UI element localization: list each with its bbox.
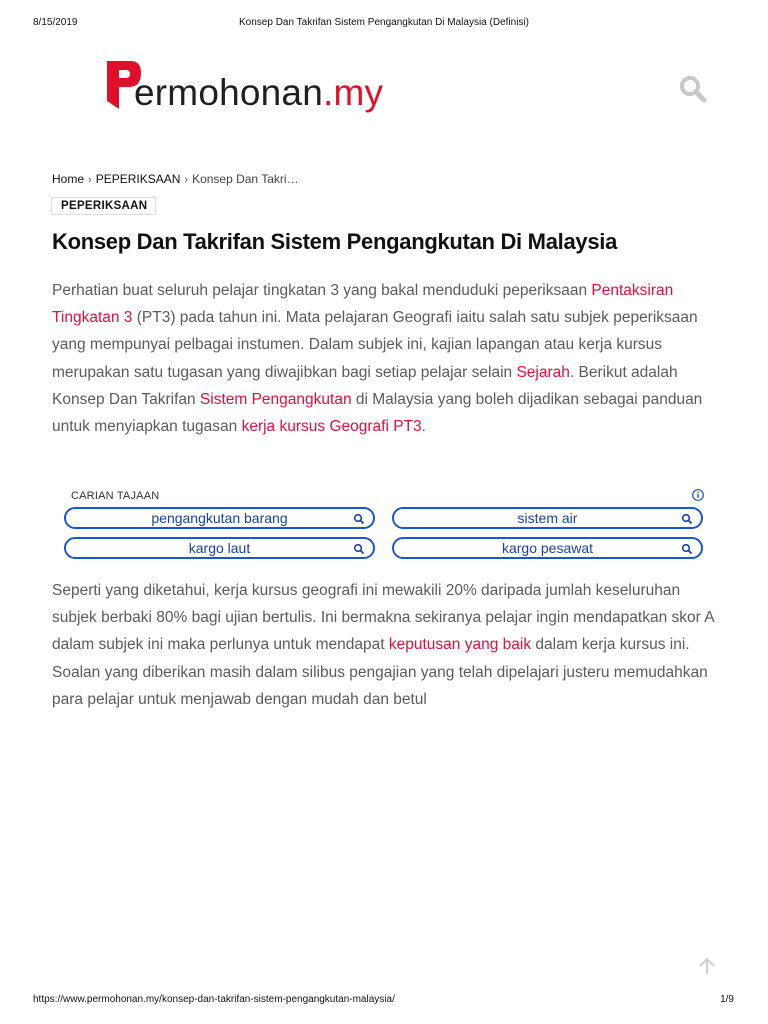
breadcrumb-chevron-icon: ›	[88, 174, 92, 186]
breadcrumb-chevron-icon: ›	[184, 174, 189, 186]
ad-label: CARIAN TAJAAN	[71, 490, 160, 502]
logo-text	[134, 72, 383, 114]
paragraph-text: di Malaysia yang boleh dijadikan sebagai panduan untuk menyiapkan tugasan	[52, 390, 703, 436]
link-kerja-kursus[interactable]: kerja kursus Geografi PT3	[241, 418, 422, 436]
print-page-number: 1/9	[720, 994, 734, 1005]
logo-name: ermohonan	[134, 72, 323, 113]
post-paragraph-2	[52, 577, 722, 713]
search-icon	[678, 74, 708, 104]
arrow-up-icon	[696, 955, 718, 977]
paragraph-text: (PT3) pada tahun ini. Mata pelajaran Geografi iaitu salah satu subjek peperiksaan yang mempunyai pelbagai instumen. Dalam subjek ini, kajian lapangan atau kerja kursus merupakan satu tugasan yang diwajibkan bagi setiap pelajar selain	[52, 309, 698, 381]
category-badge[interactable]: PEPERIKSAAN	[51, 197, 156, 215]
link-sejarah[interactable]: Sejarah	[516, 363, 570, 381]
search-icon	[681, 513, 693, 525]
info-icon[interactable]	[692, 489, 704, 501]
ad-search-pill[interactable]	[392, 507, 703, 529]
print-doc-title: Konsep Dan Takrifan Sistem Pengangkutan Di Malaysia (Definisi)	[239, 17, 529, 28]
paragraph-text: Seperti yang diketahui, kerja kursus geografi ini mewakili 20% daripada jumlah keseluruhan subjek berbaki 80% bagi ujian bertulis. Ini bermakna sekiranya pelajar ingin mendapatkan skor A dalam subjek ini maka perlunya untuk mendapat	[52, 582, 714, 654]
post-paragraph-1	[52, 277, 722, 440]
paragraph-text: .	[421, 418, 426, 436]
ad-pill-label: kargo laut	[188, 540, 251, 556]
print-date: 8/15/2019	[33, 17, 78, 28]
ad-search-pill[interactable]	[392, 537, 703, 559]
ad-pill-label: kargo pesawat	[501, 540, 594, 556]
breadcrumb	[52, 172, 299, 186]
ad-pill-label: pengangkutan barang	[151, 510, 288, 526]
ad-pill-label: sistem air	[517, 510, 578, 526]
search-icon	[353, 513, 365, 525]
post-title: Konsep Dan Takrifan Sistem Pengangkutan Di Malaysia	[52, 229, 618, 254]
paragraph-text: Perhatian buat seluruh pelajar tingkatan 3 yang bakal menduduki peperiksaan	[52, 282, 592, 299]
logo-tld: .my	[323, 72, 384, 113]
ad-search-pill[interactable]	[64, 507, 375, 529]
site-logo[interactable]	[101, 55, 441, 121]
search-button[interactable]	[678, 74, 708, 104]
sponsored-search	[62, 489, 710, 567]
print-url: https://www.permohonan.my/konsep-dan-takrifan-sistem-pengangkutan-malaysia/	[33, 994, 395, 1005]
ad-search-pill[interactable]	[64, 537, 375, 559]
search-icon	[681, 543, 693, 555]
search-icon	[353, 543, 365, 555]
paragraph-text: . Berikut adalah Konsep Dan Takrifan	[52, 363, 678, 408]
link-sistem-pengangkutan[interactable]: Sistem Pengangkutan	[199, 390, 352, 408]
link-keputusan-yang-baik[interactable]: keputusan yang baik	[388, 636, 532, 654]
breadcrumb-current: Konsep Dan Takri…	[192, 172, 299, 186]
back-to-top-button[interactable]	[696, 955, 718, 977]
link-pentaksiran-tingkatan-3[interactable]: Pentaksiran Tingkatan 3	[52, 282, 674, 327]
paragraph-text: dalam kerja kursus ini. Soalan yang diberikan masih dalam silibus pengajian yang telah dipelajari justeru memudahkan para pelajar untuk menjawab dengan mudah dan betul	[52, 636, 708, 708]
breadcrumb-category[interactable]: PEPERIKSAAN	[95, 172, 181, 186]
breadcrumb-home[interactable]: Home	[52, 172, 85, 186]
